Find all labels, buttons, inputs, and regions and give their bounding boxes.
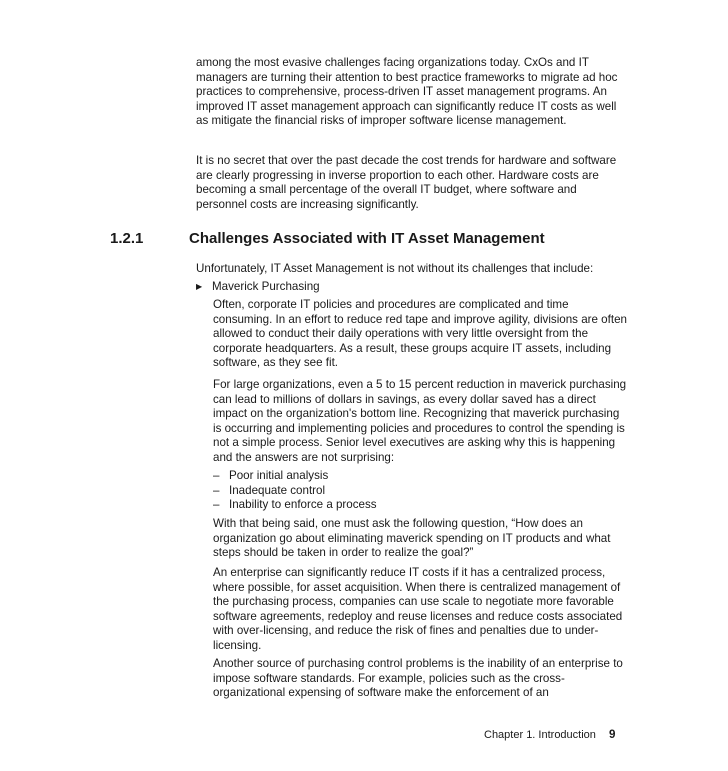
list-item bbox=[213, 484, 377, 499]
maverick-paragraph-5: Another source of purchasing control problems is the inability of an enterprise to impose software standards. For example, policies such as the cross-organizational expensing of software make the enforcement of an bbox=[213, 657, 623, 700]
section-lead: Unfortunately, IT Asset Management is not without its challenges that include: bbox=[196, 262, 594, 275]
list-item bbox=[213, 469, 377, 484]
maverick-paragraph-1: Often, corporate IT policies and procedures are complicated and time consuming. In an effort to reduce red tape and improve agility, divisions are often allowed to conduct their daily operations with very little oversight from the corporate headquarters. As a result, these groups acquire IT assets, including software, as they see fit. bbox=[213, 298, 627, 370]
page-number: 9 bbox=[609, 728, 616, 741]
maverick-paragraph-4: An enterprise can significantly reduce IT costs if it has a centralized process, where possible, for asset acquisition. When there is centralized management of the purchasing process, companies can use scale to negotiate more favorable software agreements, redeploy and reuse licenses and reduce costs associated with over-licensing, and reduce the risk of fines and penalties due to under-licensing. bbox=[213, 566, 623, 652]
list-item-text: Poor initial analysis bbox=[229, 469, 329, 482]
section-heading bbox=[110, 230, 545, 247]
bullet-label: Maverick Purchasing bbox=[212, 280, 320, 293]
triangle-bullet-icon: ▶ bbox=[196, 282, 203, 291]
list-item bbox=[213, 498, 377, 513]
dash-marker: – bbox=[213, 469, 220, 482]
section-title: Challenges Associated with IT Asset Management bbox=[189, 230, 545, 247]
section-number: 1.2.1 bbox=[110, 230, 144, 247]
intro-paragraph-1: among the most evasive challenges facing organizations today. CxOs and IT managers are turning their attention to best practice frameworks to migrate ad hoc practices to comprehensive, process-driven IT asset management programs. An improved IT asset management approach can significantly reduce IT costs as well as mitigate the financial risks of improper software license management. bbox=[196, 56, 618, 128]
dash-marker: – bbox=[213, 498, 220, 512]
dash-marker: – bbox=[213, 483, 220, 497]
maverick-paragraph-2: For large organizations, even a 5 to 15 percent reduction in maverick purchasing can lead to millions of dollars in savings, as every dollar saved has a direct impact on the organization's bottom line. Recognizing that maverick purchasing is occurring and implementing policies and procedures to control the spending is not a simple process. Senior level executives are asking why this is happening and the answers are not surprising: bbox=[213, 378, 627, 464]
footer-chapter: Chapter 1. Introduction bbox=[484, 729, 596, 741]
intro-paragraph-2: It is no secret that over the past decade the cost trends for hardware and software are clearly progressing in inverse proportion to each other. Hardware costs are becoming a small percentage of the overall IT budget, where software and personnel costs are increasing significantly. bbox=[196, 154, 617, 211]
list-item-text: Inability to enforce a process bbox=[229, 498, 377, 512]
reasons-list bbox=[213, 469, 377, 513]
bullet-item-maverick-purchasing bbox=[196, 280, 320, 295]
maverick-paragraph-3: With that being said, one must ask the following question, “How does an organization go about eliminating maverick spending on IT products and what steps should be taken in order to realize the goal?” bbox=[213, 517, 611, 560]
list-item-text: Inadequate control bbox=[229, 483, 326, 497]
